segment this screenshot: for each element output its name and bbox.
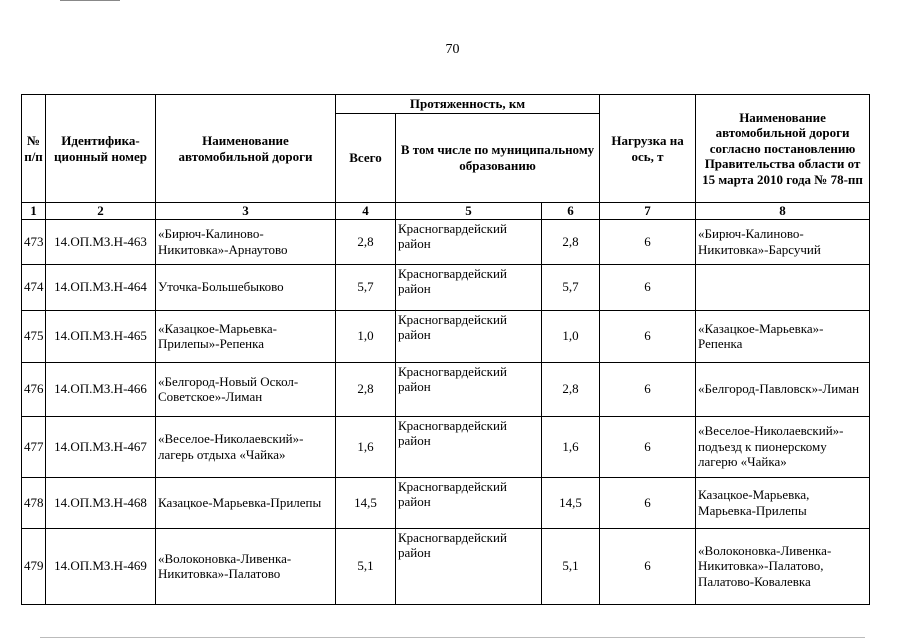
row-road-name: «Белгород-Новый Оскол-Советское»-Лиман (156, 362, 336, 416)
header-load: Нагрузка на ось, т (600, 95, 696, 203)
row-total-length: 1,6 (336, 416, 396, 477)
row-total-length: 5,7 (336, 264, 396, 310)
row-axle-load: 6 (600, 528, 696, 604)
row-axle-load: 6 (600, 477, 696, 528)
row-decree-name (696, 264, 870, 310)
row-number: 476 (22, 362, 46, 416)
row-number: 477 (22, 416, 46, 477)
column-number: 8 (696, 203, 870, 220)
row-district: Красногвардейский район (396, 310, 542, 362)
row-road-name: «Бирюч-Калиново-Никитовка»-Арнаутово (156, 219, 336, 264)
bottom-edge-line (40, 637, 865, 638)
row-district-length: 1,6 (542, 416, 600, 477)
row-id: 14.ОП.МЗ.Н-469 (46, 528, 156, 604)
row-total-length: 14,5 (336, 477, 396, 528)
row-district-length: 5,7 (542, 264, 600, 310)
column-number: 1 (22, 203, 46, 220)
row-decree-name: «Волоконовка-Ливенка-Никитовка»-Палатово, Палатово-Ковалевка (696, 528, 870, 604)
table-row (22, 264, 870, 310)
table-row (22, 362, 870, 416)
header-id: Идентифика-ционный номер (46, 95, 156, 203)
row-id: 14.ОП.МЗ.Н-466 (46, 362, 156, 416)
row-district: Красногвардейский район (396, 528, 542, 604)
column-number: 3 (156, 203, 336, 220)
table-row (22, 477, 870, 528)
row-id: 14.ОП.МЗ.Н-467 (46, 416, 156, 477)
row-district: Красногвардейский район (396, 416, 542, 477)
row-number: 478 (22, 477, 46, 528)
row-axle-load: 6 (600, 310, 696, 362)
row-number: 475 (22, 310, 46, 362)
row-id: 14.ОП.МЗ.Н-465 (46, 310, 156, 362)
column-number: 6 (542, 203, 600, 220)
top-edge-line (60, 0, 120, 1)
page-number: 70 (445, 42, 460, 57)
roads-table (21, 94, 870, 605)
row-decree-name: «Веселое-Николаевский»-подъезд к пионерскому лагерю «Чайка» (696, 416, 870, 477)
header-incl: В том числе по муниципальному образованию (396, 114, 600, 203)
row-district-length: 5,1 (542, 528, 600, 604)
table-row (22, 416, 870, 477)
row-road-name: Уточка-Большебыково (156, 264, 336, 310)
row-id: 14.ОП.МЗ.Н-464 (46, 264, 156, 310)
row-id: 14.ОП.МЗ.Н-468 (46, 477, 156, 528)
column-number: 7 (600, 203, 696, 220)
header-length: Протяженность, км (336, 95, 600, 114)
row-district: Красногвардейский район (396, 264, 542, 310)
row-district-length: 2,8 (542, 362, 600, 416)
column-number: 4 (336, 203, 396, 220)
row-axle-load: 6 (600, 362, 696, 416)
table-row (22, 310, 870, 362)
table-row (22, 219, 870, 264)
row-district-length: 14,5 (542, 477, 600, 528)
row-total-length: 5,1 (336, 528, 396, 604)
header-name: Наименование автомобильной дороги (156, 95, 336, 203)
row-road-name: «Веселое-Николаевский»-лагерь отдыха «Чайка» (156, 416, 336, 477)
row-axle-load: 6 (600, 219, 696, 264)
row-number: 474 (22, 264, 46, 310)
row-axle-load: 6 (600, 264, 696, 310)
row-decree-name: «Бирюч-Калиново-Никитовка»-Барсучий (696, 219, 870, 264)
row-axle-load: 6 (600, 416, 696, 477)
row-district: Красногвардейский район (396, 362, 542, 416)
row-decree-name: «Белгород-Павловск»-Лиман (696, 362, 870, 416)
header-total: Всего (336, 114, 396, 203)
row-district-length: 1,0 (542, 310, 600, 362)
row-total-length: 2,8 (336, 219, 396, 264)
row-district: Красногвардейский район (396, 477, 542, 528)
row-district: Красногвардейский район (396, 219, 542, 264)
column-number: 2 (46, 203, 156, 220)
row-decree-name: «Казацкое-Марьевка»-Репенка (696, 310, 870, 362)
row-total-length: 2,8 (336, 362, 396, 416)
row-decree-name: Казацкое-Марьевка, Марьевка-Прилепы (696, 477, 870, 528)
row-road-name: Казацкое-Марьевка-Прилепы (156, 477, 336, 528)
column-number: 5 (396, 203, 542, 220)
row-id: 14.ОП.МЗ.Н-463 (46, 219, 156, 264)
row-road-name: «Волоконовка-Ливенка-Никитовка»-Палатово (156, 528, 336, 604)
row-total-length: 1,0 (336, 310, 396, 362)
row-district-length: 2,8 (542, 219, 600, 264)
row-number: 473 (22, 219, 46, 264)
row-road-name: «Казацкое-Марьевка-Прилепы»-Репенка (156, 310, 336, 362)
header-decree: Наименование автомобильной дороги согласно постановлению Правительства области от 15 марта 2010 года № 78-пп (696, 95, 870, 203)
table-row (22, 528, 870, 604)
header-num: № п/п (22, 95, 46, 203)
row-number: 479 (22, 528, 46, 604)
